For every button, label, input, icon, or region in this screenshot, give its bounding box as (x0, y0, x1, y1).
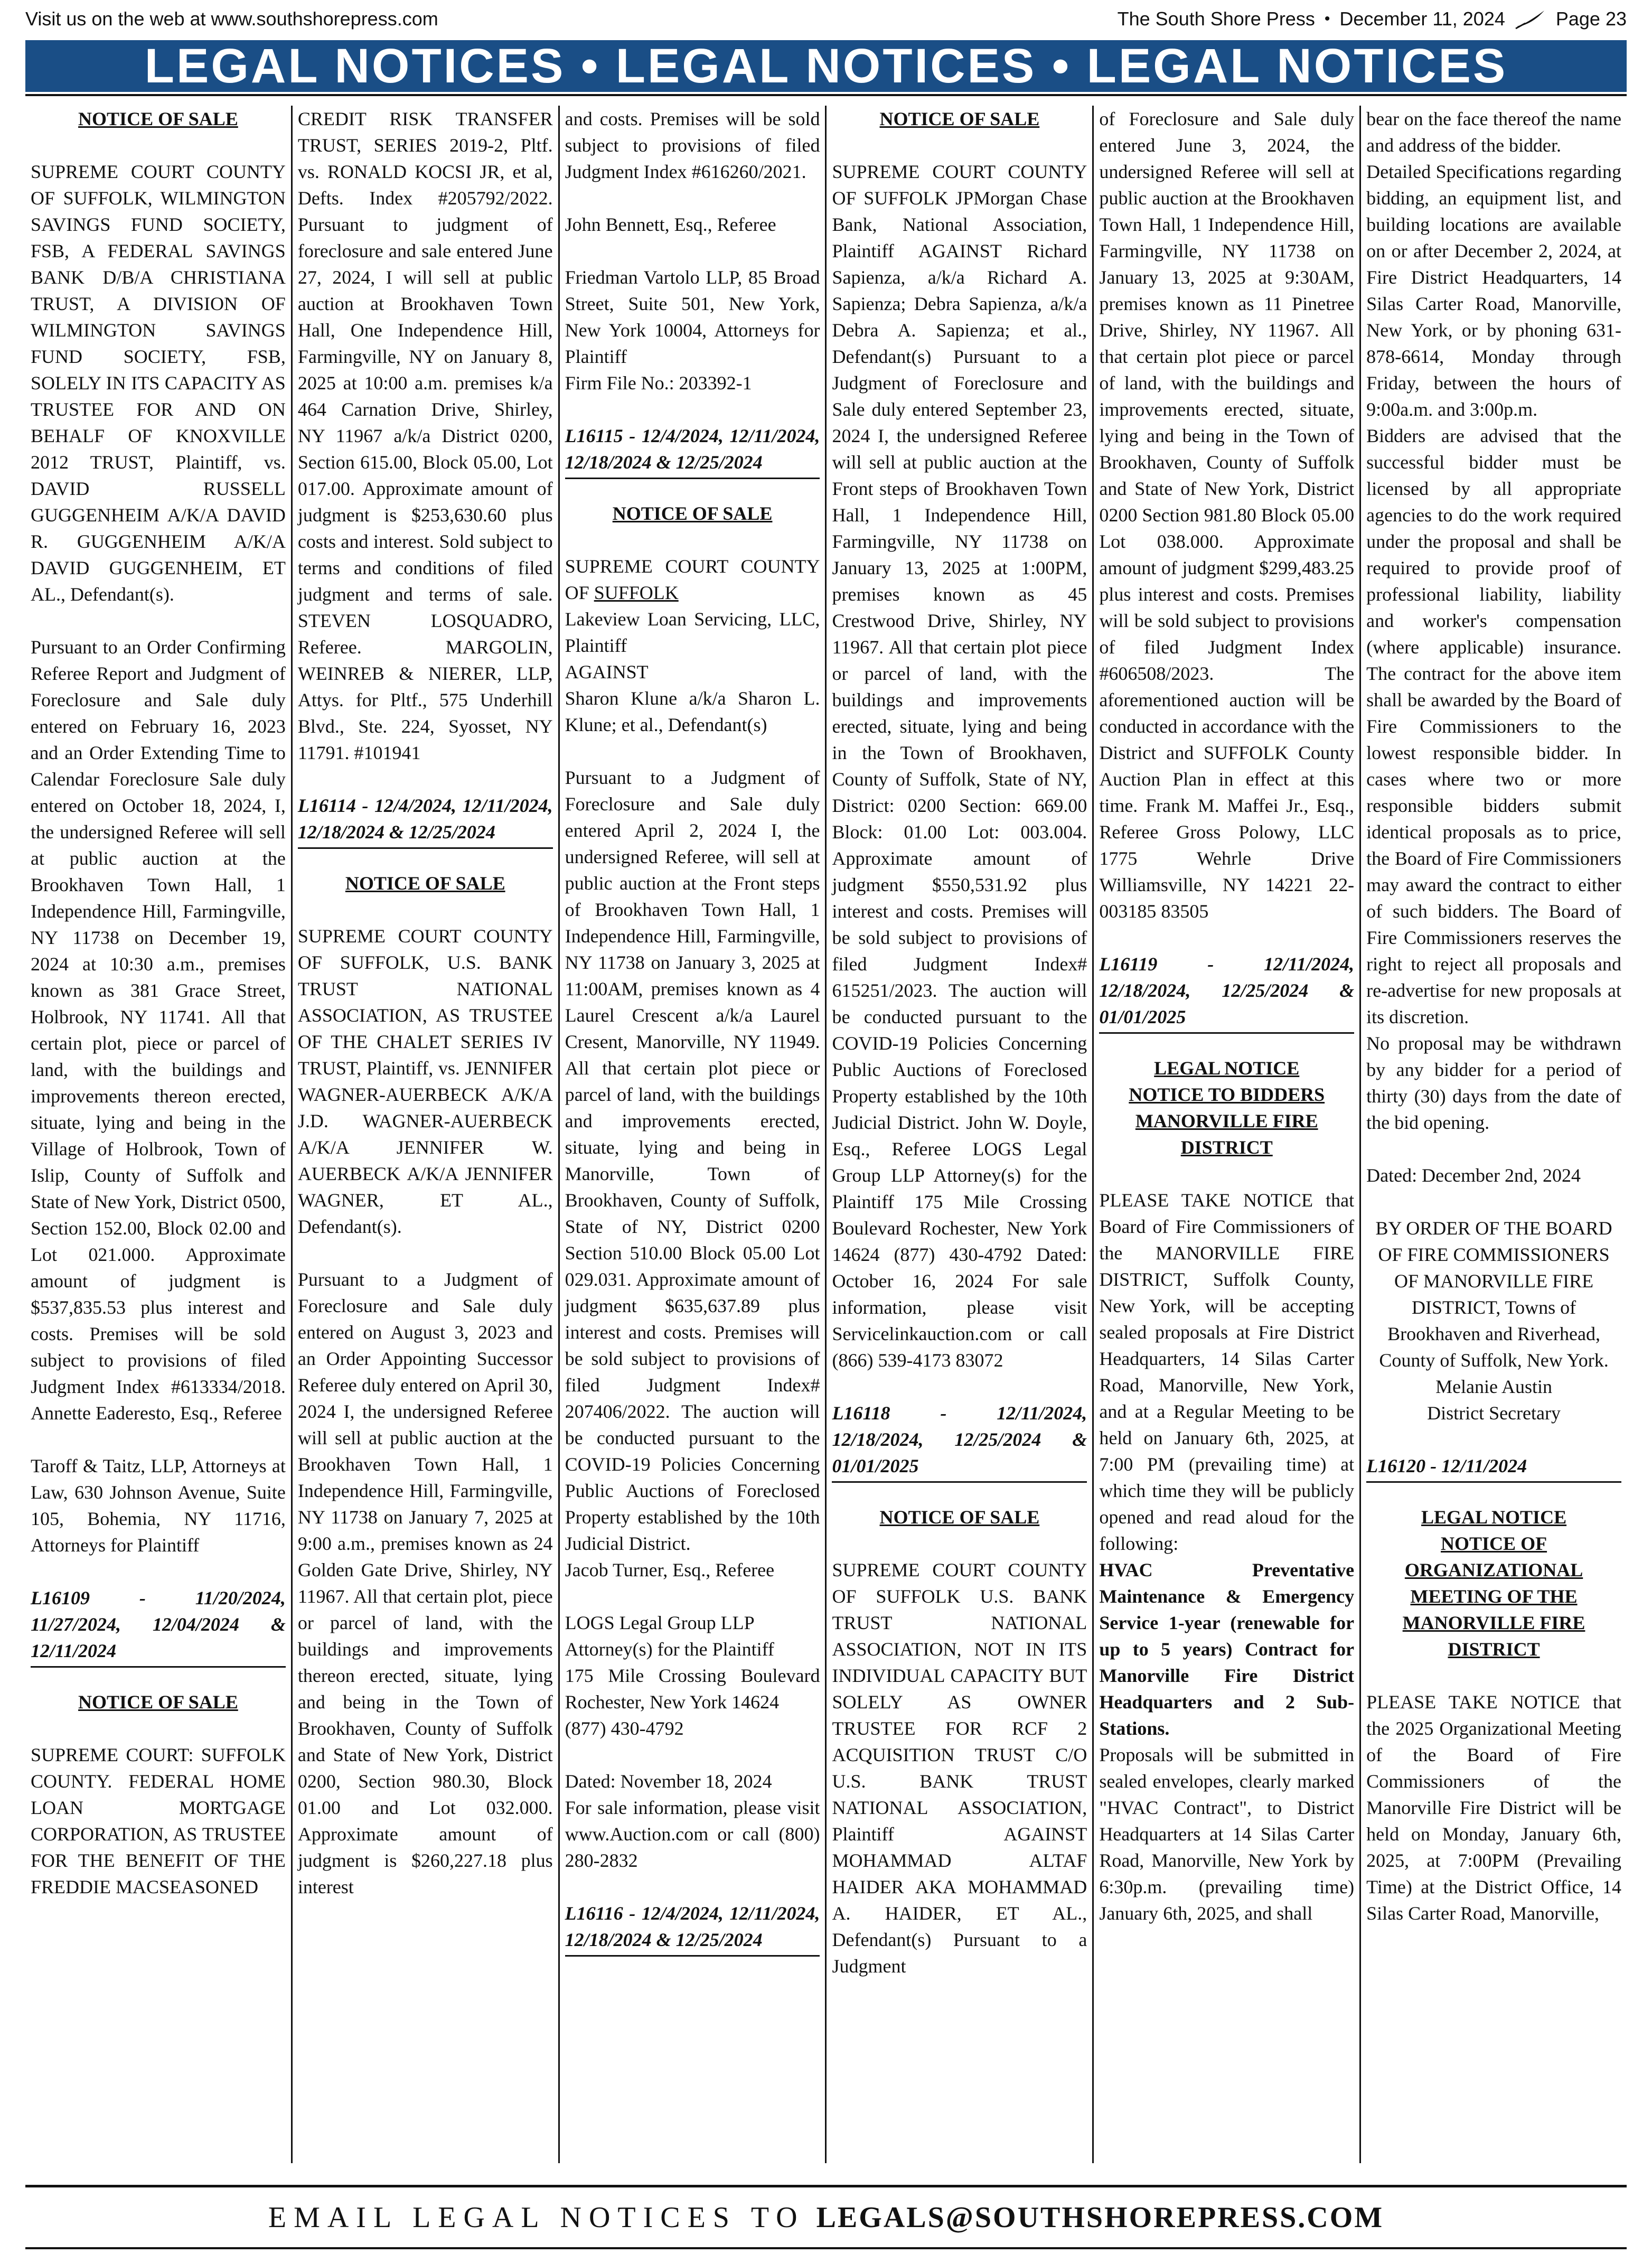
county-text: SUFFOLK (594, 582, 679, 603)
legal-notices-banner: LEGAL NOTICES • LEGAL NOTICES • LEGAL NOTICES (25, 40, 1627, 92)
notice-caption: SUPREME COURT: SUFFOLK COUNTY. FEDERAL HOME LOAN MORTGAGE CORPORATION, AS TRUSTEE FOR THE BENEFIT OF THE FREDDIE MACSEASONED (31, 1744, 286, 1897)
notice-reference: L16114 - 12/4/2024, 12/11/2024, 12/18/2024 & 12/25/2024 (298, 792, 553, 849)
notice-referee: John Bennett, Esq., Referee (565, 214, 776, 235)
notice-reference: L16119 - 12/11/2024, 12/18/2024, 12/25/2024 & 01/01/2025 (1099, 951, 1354, 1034)
notice-body: PLEASE TAKE NOTICE that Board of Fire Commissioners of the MANORVILLE FIRE DISTRICT, Suffolk County, New York, will be accepting sealed proposals at Fire District Headquarters, 14 Silas Carter Road, Manorville, New York, and at a Regular Meeting to be held on January 6th, 2025, at 7:00 PM (prevailing time) at which time they will be publicly opened and read aloud for the following: (1099, 1190, 1355, 1554)
notice-columns (25, 106, 1627, 2163)
notice-referee: Jacob Turner, Esq., Referee (565, 1559, 775, 1581)
paper-name: The South Shore Press (1117, 8, 1315, 30)
notice-body: No proposal may be withdrawn by any bidder for a period of thirty (30) days from the date of the bid opening. (1366, 1033, 1621, 1133)
notice-reference: L16109 - 11/20/2024, 11/27/2024, 12/04/2024 & 12/11/2024 (31, 1585, 286, 1668)
header-right (1118, 8, 1627, 30)
page-footer (25, 2192, 1627, 2243)
notice-body: Proposals will be submitted in sealed envelopes, clearly marked "HVAC Contract", to District Headquarters at 14 Silas Carter Road, Manorville, New York by 6:30p.m. (prevailing time) January 6th, 2025, and shall (1099, 1744, 1355, 1924)
notice-attorney: Taroff & Taitz, LLP, Attorneys at Law, 630 Johnson Avenue, Suite 105, Bohemia, NY 11716, Attorneys for Plaintiff (31, 1455, 286, 1556)
notice-body: SUPREME COURT COUNTY OF SUFFOLK JPMorgan Chase Bank, National Association, Plaintiff AGAINST Richard Sapienza, a/k/a Richard A. Sapienza; Debra Sapienza, a/k/a Debra A. Sapienza; et al., Defendant(s) Pursuant to a Judgment of Foreclosure and Sale duly entered September 23, 2024 I, the undersigned Referee will sell at public auction at the Front steps of Brookhaven Town Hall, 1 Independence Hill, Farmingville, NY 11738 on January 13, 2025 at 1:00PM, premises known as 45 Crestwood Drive, Shirley, NY 11967. All that certain plot piece or parcel of land, with the buildings and improvements erected, situate, lying and being in the Town of Brookhaven, County of Suffolk, State of NY, District: 0200 Section: 669.00 Block: 01.00 Lot: 003.004. Approximate amount of judgment $550,531.92 plus interest and costs. Premises will be sold subject to provisions of filed Judgment Index# 615251/2023. The auction will be conducted pursuant to the COVID-19 Policies Concerning Public Auctions of Foreclosed Property established by the 10th Judicial District. John W. Doyle, Esq., Referee LOGS Legal Group LLP Attorney(s) for the Plaintiff 175 Mile Crossing Boulevard Rochester, New York 14624 (877) 430-4792 Dated: October 16, 2024 For sale information, please visit Servicelinkauction.com or call (866) 539-4173 83072 (832, 161, 1087, 1371)
notice-reference: L16120 - 12/11/2024 (1366, 1453, 1621, 1483)
notice-body: SUPREME COURT COUNTY OF SUFFOLK U.S. BANK TRUST NATIONAL ASSOCIATION, NOT IN ITS INDIVIDUAL CAPACITY BUT SOLELY AS OWNER TRUSTEE FOR RCF 2 ACQUISITION TRUST C/O U.S. BANK TRUST NATIONAL ASSOCIATION, Plaintiff AGAINST MOHAMMAD ALTAF HAIDER AKA MOHAMMAD A. HAIDER, ET AL., Defendant(s) Pursuant to a Judgment (832, 1559, 1087, 1977)
notice-against: AGAINST (565, 661, 649, 682)
website-text: Visit us on the web at www.southshorepress.com (25, 8, 438, 30)
column-4 (827, 106, 1094, 2163)
page-header (25, 5, 1627, 33)
notice-subheading: NOTICE TO BIDDERS (1129, 1084, 1325, 1105)
column-5 (1094, 106, 1361, 2163)
column-1 (25, 106, 293, 2163)
notice-body: of Foreclosure and Sale duly entered June 3, 2024, the undersigned Referee will sell at public auction at the Brookhaven Town Hall, 1 Independence Hill, Farmingville, NY 11738 on January 13, 2025 at 9:30AM, premises known as 11 Pinetree Drive, Shirley, NY 11967. All that certain plot piece or parcel of land, with the buildings and improvements erected, situate, lying and being in the Town of Brookhaven, County of Suffolk and State of New York, District 0200 Section 981.80 Block 05.00 Lot 038.000. Approximate amount of judgment $299,483.25 plus interest and costs. Premises will be sold subject to provisions of filed Judgment Index #606508/2023. The aforementioned auction will be conducted in accordance with the District and SUFFOLK County Auction Plan in effect at this time. Frank M. Maffei Jr., Esq., Referee Gross Polowy, LLC 1775 Wehrle Drive Williamsville, NY 14221 22-003185 83505 (1099, 108, 1355, 922)
page-number: Page 23 (1555, 8, 1627, 30)
notice-body: Pursuant to a Judgment of Foreclosure and Sale duly entered April 2, 2024 I, the undersigned Referee, will sell at public auction at the Front steps of Brookhaven Town Hall, 1 Independence Hill, Farmingville, NY 11738 on January 3, 2025 at 11:00AM, premises known as 4 Laurel Crescent a/k/a Laurel Cresent, Manorville, NY 11949. All that certain plot piece or parcel of land, with the buildings and improvements erected, situate, lying and being in Manorville, Town of Brookhaven, County of Suffolk, State of NY, District 0200 Section 510.00 Block 05.00 Lot 029.031. Approximate amount of judgment $635,637.89 plus interest and costs. Premises will be sold subject to provisions of filed Judgment Index# 207406/2022. The auction will be conducted pursuant to the COVID-19 Policies Concerning Public Auctions of Foreclosed Property established by the 10th Judicial District. (565, 767, 820, 1554)
notice-order: BY ORDER OF THE BOARD OF FIRE COMMISSIONERS OF MANORVILLE FIRE DISTRICT, Towns of Brookhaven and Riverhead, County of Suffolk, New York. (1375, 1218, 1612, 1371)
notice-body: CREDIT RISK TRANSFER TRUST, SERIES 2019-2, Pltf. vs. RONALD KOCSI JR, et al, Defts. Index #205792/2022. Pursuant to judgment of foreclosure and sale entered June 27, 2024, I will sell at public auction at Brookhaven Town Hall, One Independence Hill, Farmingville, NY on January 8, 2025 at 10:00 a.m. premises k/a 464 Carnation Drive, Shirley, NY 11967 a/k/a District 0200, Section 615.00, Block 05.00, Lot 017.00. Approximate amount of judgment is $253,630.60 plus costs and interest. Sold subject to terms and conditions of filed judgment and terms of sale. STEVEN LOSQUADRO, Referee. MARGOLIN, WEINREB & NIERER, LLP, Attys. for Pltf., 575 Underhill Blvd., Ste. 224, Syosset, NY 11791. #101941 (297, 108, 553, 763)
feather-icon (1515, 8, 1546, 30)
notice-dated: Dated: November 18, 2024 (565, 1771, 772, 1792)
notice-heading: NOTICE OF SALE (612, 503, 773, 524)
notice-file-number: Firm File No.: 203392-1 (565, 372, 752, 394)
column-3 (560, 106, 827, 2163)
notice-subheading: MANORVILLE FIRE DISTRICT (1135, 1110, 1318, 1158)
notice-firm-role: Attorney(s) for the Plaintiff (565, 1639, 774, 1660)
notice-reference: L16115 - 12/4/2024, 12/11/2024, 12/18/2024 & 12/25/2024 (565, 423, 820, 479)
column-6 (1361, 106, 1627, 2163)
notice-body: Detailed Specifications regarding bidding, an equipment list, and building locations are available on or after December 2, 2024, at Fire District Headquarters, 14 Silas Carter Road, Manorville, New York, or by phoning 631-878-6614, Monday through Friday, between the hours of 9:00a.m. and 3:00p.m. (1366, 161, 1621, 420)
notice-heading: NOTICE OF SALE (78, 108, 238, 129)
notice-body: Bidders are advised that the successful bidder must be licensed by all appropriate agencies to do the work required under the proposal and shall be required to provide proof of professional liability, liability and worker's compensation (where applicable) insurance. The contract for the above item shall be awarded by the Board of Fire Commissioners to the lowest responsible bidder. In cases where two or more responsible bidders submit identical proposals as to price, the Board of Fire Commissioners may award the contract to either of such bidders. The Board of Fire Commissioners reserves the right to reject all proposals and re-advertise for new proposals at its discretion. (1366, 425, 1621, 1027)
notice-firm: LOGS Legal Group LLP (565, 1612, 755, 1633)
notice-dated: Dated: December 2nd, 2024 (1366, 1165, 1581, 1186)
notice-heading: NOTICE OF SALE (345, 873, 505, 894)
notice-subheading: NOTICE OF ORGANIZATIONAL MEETING OF THE MANORVILLE FIRE DISTRICT (1402, 1533, 1585, 1660)
notice-signer: Melanie Austin (1435, 1376, 1553, 1397)
notice-firm-address: 175 Mile Crossing Boulevard Rochester, New York 14624 (565, 1665, 820, 1713)
notice-heading: LEGAL NOTICE (1154, 1058, 1300, 1079)
notice-signer-title: District Secretary (1427, 1402, 1561, 1424)
notice-heading: NOTICE OF SALE (879, 1507, 1040, 1528)
notice-heading: NOTICE OF SALE (78, 1691, 238, 1713)
notice-caption: SUPREME COURT COUNTY OF SUFFOLK, WILMINGTON SAVINGS FUND SOCIETY, FSB, A FEDERAL SAVINGS BANK D/B/A CHRISTIANA TRUST, A DIVISION OF WILMINGTON SAVINGS FUND SOCIETY, FSB, SOLELY IN ITS CAPACITY AS TRUSTEE FOR AND ON BEHALF OF KNOXVILLE 2012 TRUST, Plaintiff, vs. DAVID RUSSELL GUGGENHEIM A/K/A DAVID R. GUGGENHEIM A/K/A DAVID GUGGENHEIM, ET AL., Defendant(s). (31, 161, 286, 605)
notice-reference: L16116 - 12/4/2024, 12/11/2024, 12/18/2024 & 12/25/2024 (565, 1900, 820, 1957)
header-rule (25, 94, 1627, 96)
notice-body: Pursuant to a Judgment of Foreclosure and Sale duly entered on August 3, 2023 and an Order Appointing Successor Referee duly entered on April 30, 2024 I, the undersigned Referee will sell at public auction at the Brookhaven Town Hall, 1 Independence Hill, Farmingville, NY 11738 on January 7, 2025 at 9:00 a.m., premises known as 24 Golden Gate Drive, Shirley, NY 11967. All that certain plot, piece or parcel of land, with the buildings and improvements thereon erected, situate, lying and being in the Town of Brookhaven, County of Suffolk and State of New York, District 0200, Section 980.30, Block 01.00 and Lot 032.000. Approximate amount of judgment is $260,227.18 plus interest (297, 1269, 553, 1897)
issue-date: December 11, 2024 (1339, 8, 1505, 30)
notice-body: PLEASE TAKE NOTICE that the 2025 Organizational Meeting of the Board of Fire Commissioners of the Manorville Fire District will be held on Monday, January 6th, 2025, at 7:00PM (Prevailing Time) at the District Office, 14 Silas Carter Road, Manorville, (1366, 1691, 1621, 1924)
notice-attorney: Friedman Vartolo LLP, 85 Broad Street, Suite 501, New York, New York 10004, Attorneys for Plaintiff (565, 267, 820, 367)
notice-caption: SUPREME COURT COUNTY OF SUFFOLK, U.S. BANK TRUST NATIONAL ASSOCIATION, AS TRUSTEE OF THE CHALET SERIES IV TRUST, Plaintiff, vs. JENNIFER WAGNER-AUERBECK A/K/A J.D. WAGNER-AUERBECK A/K/A JENNIFER W. AUERBECK A/K/A JENNIFER WAGNER, ET AL., Defendant(s). (297, 925, 553, 1237)
notice-firm-phone: (877) 430-4792 (565, 1718, 684, 1739)
notice-body: and costs. Premises will be sold subject to provisions of filed Judgment Index #616260/2021. (565, 108, 820, 182)
notice-court (565, 553, 820, 606)
notice-heading: LEGAL NOTICE (1421, 1507, 1567, 1528)
notice-plaintiff: Lakeview Loan Servicing, LLC, Plaintiff (565, 609, 820, 656)
notice-body: bear on the face thereof the name and address of the bidder. (1366, 108, 1621, 156)
notice-heading: NOTICE OF SALE (879, 108, 1040, 129)
notice-contract-title: HVAC Preventative Maintenance & Emergency Service 1-year (renewable for up to 5 years) Contract for Manorville Fire District Headquarters and 2 Sub-Stations. (1099, 1559, 1355, 1739)
header-separator: • (1324, 10, 1330, 27)
notice-defendant: Sharon Klune a/k/a Sharon L. Klune; et al., Defendant(s) (565, 688, 820, 735)
column-2 (293, 106, 560, 2163)
court-text: SUPREME COURT COUNTY OF (565, 556, 820, 603)
footer-email: LEGALS@SOUTHSHOREPRESS.COM (816, 2201, 1384, 2234)
footer-prefix: EMAIL LEGAL NOTICES TO (268, 2201, 805, 2234)
notice-body: Pursuant to an Order Confirming Referee Report and Judgment of Foreclosure and Sale duly entered on February 16, 2023 and an Order Extending Time to Calendar Foreclosure Sale duly entered on October 18, 2024, I, the undersigned Referee will sell at public auction at the Brookhaven Town Hall, 1 Independence Hill, Farmingville, NY 11738 on December 19, 2024 at 10:30 a.m., premises known as 381 Grace Street, Holbrook, NY 11741. All that certain plot, piece or parcel of land, with the buildings and improvements thereon erected, situate, lying and being in the Village of Holbrook, Town of Islip, County of Suffolk and State of New York, District 0500, Section 152.00, Block 02.00 and Lot 021.000. Approximate amount of judgment is $537,835.53 plus interest and costs. Premises will be sold subject to provisions of filed Judgment Index #613334/2018. Annette Eaderesto, Esq., Referee (31, 637, 286, 1424)
notice-sale-info: For sale information, please visit www.Auction.com or call (800) 280-2832 (565, 1797, 820, 1871)
footer-rule-top (25, 2185, 1627, 2187)
notice-reference: L16118 - 12/11/2024, 12/18/2024, 12/25/2024 & 01/01/2025 (832, 1400, 1087, 1483)
footer-rule-bottom (25, 2247, 1627, 2249)
